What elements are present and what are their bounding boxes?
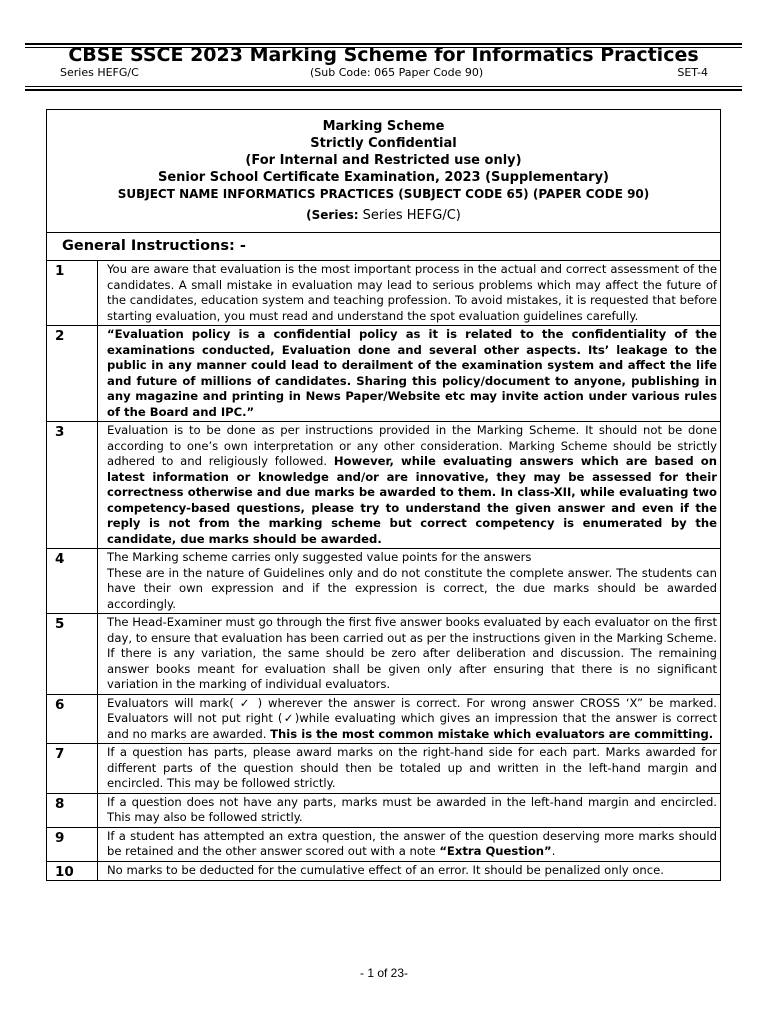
- instruction-number: 5: [47, 614, 98, 695]
- general-instructions-heading: General Instructions: -: [47, 233, 720, 261]
- instruction-text-part: You are aware that evaluation is the most important process in the actual and correct assessment of the candidates. A small mistake in evaluation may lead to serious problems which may affect the future of the candidates, education system and teaching profession. To avoid mistakes, it is requested that before starting evaluation, you must read and understand the spot evaluation guidelines carefully.: [107, 262, 717, 323]
- instruction-number: 7: [47, 744, 98, 794]
- instruction-text-part: No marks to be deducted for the cumulative effect of an error. It should be penalized only once.: [107, 862, 664, 877]
- instruction-text-part: If a student has attempted an extra question, the answer of the question deserving more marks should be retained and the other answer scored out with a note: [107, 828, 717, 858]
- series-prefix: (Series:: [306, 208, 359, 222]
- instruction-row: [47, 694, 720, 744]
- instruction-text-bold: “Extra Question”: [439, 844, 552, 858]
- instruction-row: [47, 793, 720, 827]
- instruction-row: [47, 422, 720, 549]
- instruction-row: [47, 326, 720, 422]
- instruction-number: 2: [47, 326, 98, 422]
- instructions-box: [46, 109, 721, 881]
- instruction-text-part: If a question has parts, please award marks on the right-hand side for each part. Marks awarded for different parts of the question should then be totaled up and written in the left-hand margin and encircled. This may be followed strictly.: [107, 745, 717, 790]
- instruction-row: [47, 614, 720, 695]
- heading-line-3: (For Internal and Restricted use only): [245, 153, 522, 168]
- instruction-text: [98, 861, 721, 880]
- instruction-text-bold: However, while evaluating answers which are based on latest information or knowledge and/or are innovative, they may be assessed for their correctness otherwise and due marks be awarded to them. In class-XII, while evaluating two competency-based questions, please try to understand the given answer and even if the reply is not from the marking scheme but correct competency is enumerated by the candidate, due marks should be awarded.: [107, 454, 717, 546]
- instruction-text: [98, 614, 721, 695]
- instruction-row: [47, 861, 720, 880]
- instruction-text-part: These are in the nature of Guidelines only and do not constitute the complete answer. The students can have their own expression and if the expression is correct, the due marks should be awarded accordingly.: [107, 565, 717, 611]
- instruction-number: 4: [47, 549, 98, 614]
- instruction-text: [98, 793, 721, 827]
- instruction-text-part: Evaluators will mark( ✓ ) wherever the answer is correct. For wrong answer CROSS ‘X” be marked. Evaluators will not put right (✓)while evaluating which gives an impression that the answer is correct and no marks are awarded.: [107, 695, 717, 741]
- marking-scheme-heading: [47, 110, 720, 233]
- instruction-row: [47, 261, 720, 326]
- instruction-text: [98, 827, 721, 861]
- instruction-number: 6: [47, 694, 98, 744]
- instruction-text: [98, 261, 721, 326]
- heading-line-4: Senior School Certificate Examination, 2023 (Supplementary): [157, 170, 609, 185]
- heading-line-5: SUBJECT NAME INFORMATICS PRACTICES (SUBJECT CODE 65) (PAPER CODE 90): [117, 187, 650, 201]
- instruction-number: 3: [47, 422, 98, 549]
- paper-codes: (Sub Code: 065 Paper Code 90): [310, 66, 484, 79]
- instructions-table: [47, 261, 720, 880]
- set-label: SET-4: [677, 66, 708, 79]
- instruction-text-part: Evaluation is to be done as per instructions provided in the Marking Scheme. It should not be done according to one’s own interpretation or any other consideration. Marking Scheme should be strictly adhered to and religiously followed.: [107, 423, 717, 468]
- instruction-number: 1: [47, 261, 98, 326]
- instruction-text-part: The Head-Examiner must go through the first five answer books evaluated by each evaluator on the first day, to ensure that evaluation has been carried out as per the instructions given in the Marking Scheme. If there is any variation, the same should be zero after deliberation and discussion. The remaining answer books meant for evaluation shall be given only after ensuring that there is no significant variation in the marking of individual evaluators.: [107, 615, 717, 691]
- instruction-row: [47, 744, 720, 794]
- instruction-text: [98, 549, 721, 614]
- instruction-text: [98, 694, 721, 744]
- instruction-row: [47, 827, 720, 861]
- heading-line-2: Strictly Confidential: [310, 136, 457, 151]
- instruction-text: [98, 744, 721, 794]
- instruction-number: 8: [47, 793, 98, 827]
- instruction-row: [47, 549, 720, 614]
- series-label: Series HEFG/C: [60, 66, 139, 79]
- instruction-number: 10: [47, 861, 98, 880]
- header-rule-bottom: [25, 89, 742, 91]
- instruction-number: 9: [47, 827, 98, 861]
- instruction-text-bold: This is the most common mistake which evaluators are committing.: [270, 726, 714, 741]
- instruction-text-part: The Marking scheme carries only suggested value points for the answers: [107, 550, 532, 564]
- page-number: - 1 of 23-: [359, 966, 409, 980]
- heading-series: [51, 205, 716, 226]
- heading-line-1: Marking Scheme: [322, 119, 445, 134]
- header-rule-bottom-thin: [25, 86, 742, 87]
- instruction-text-part: .: [551, 844, 556, 858]
- instruction-text: [98, 422, 721, 549]
- instruction-text-part: If a question does not have any parts, marks must be awarded in the left-hand margin and encircled. This may also be followed strictly.: [107, 794, 717, 824]
- instruction-text-bold: “Evaluation policy is a confidential policy as it is related to the confidentiality of the examinations conducted, Evaluation done and several other aspects. Its’ leakage to the public in any manner could lead to derailment of the examination system and affect the life and future of millions of candidates. Sharing this policy/document to anyone, publishing in any magazine and printing in News Paper/Website etc may invite action under various rules of the Board and IPC.”: [107, 327, 717, 419]
- instruction-text: [98, 326, 721, 422]
- series-value: Series HEFG/C): [362, 208, 461, 223]
- page-title: CBSE SSCE 2023 Marking Scheme for Informatics Practices: [68, 44, 699, 66]
